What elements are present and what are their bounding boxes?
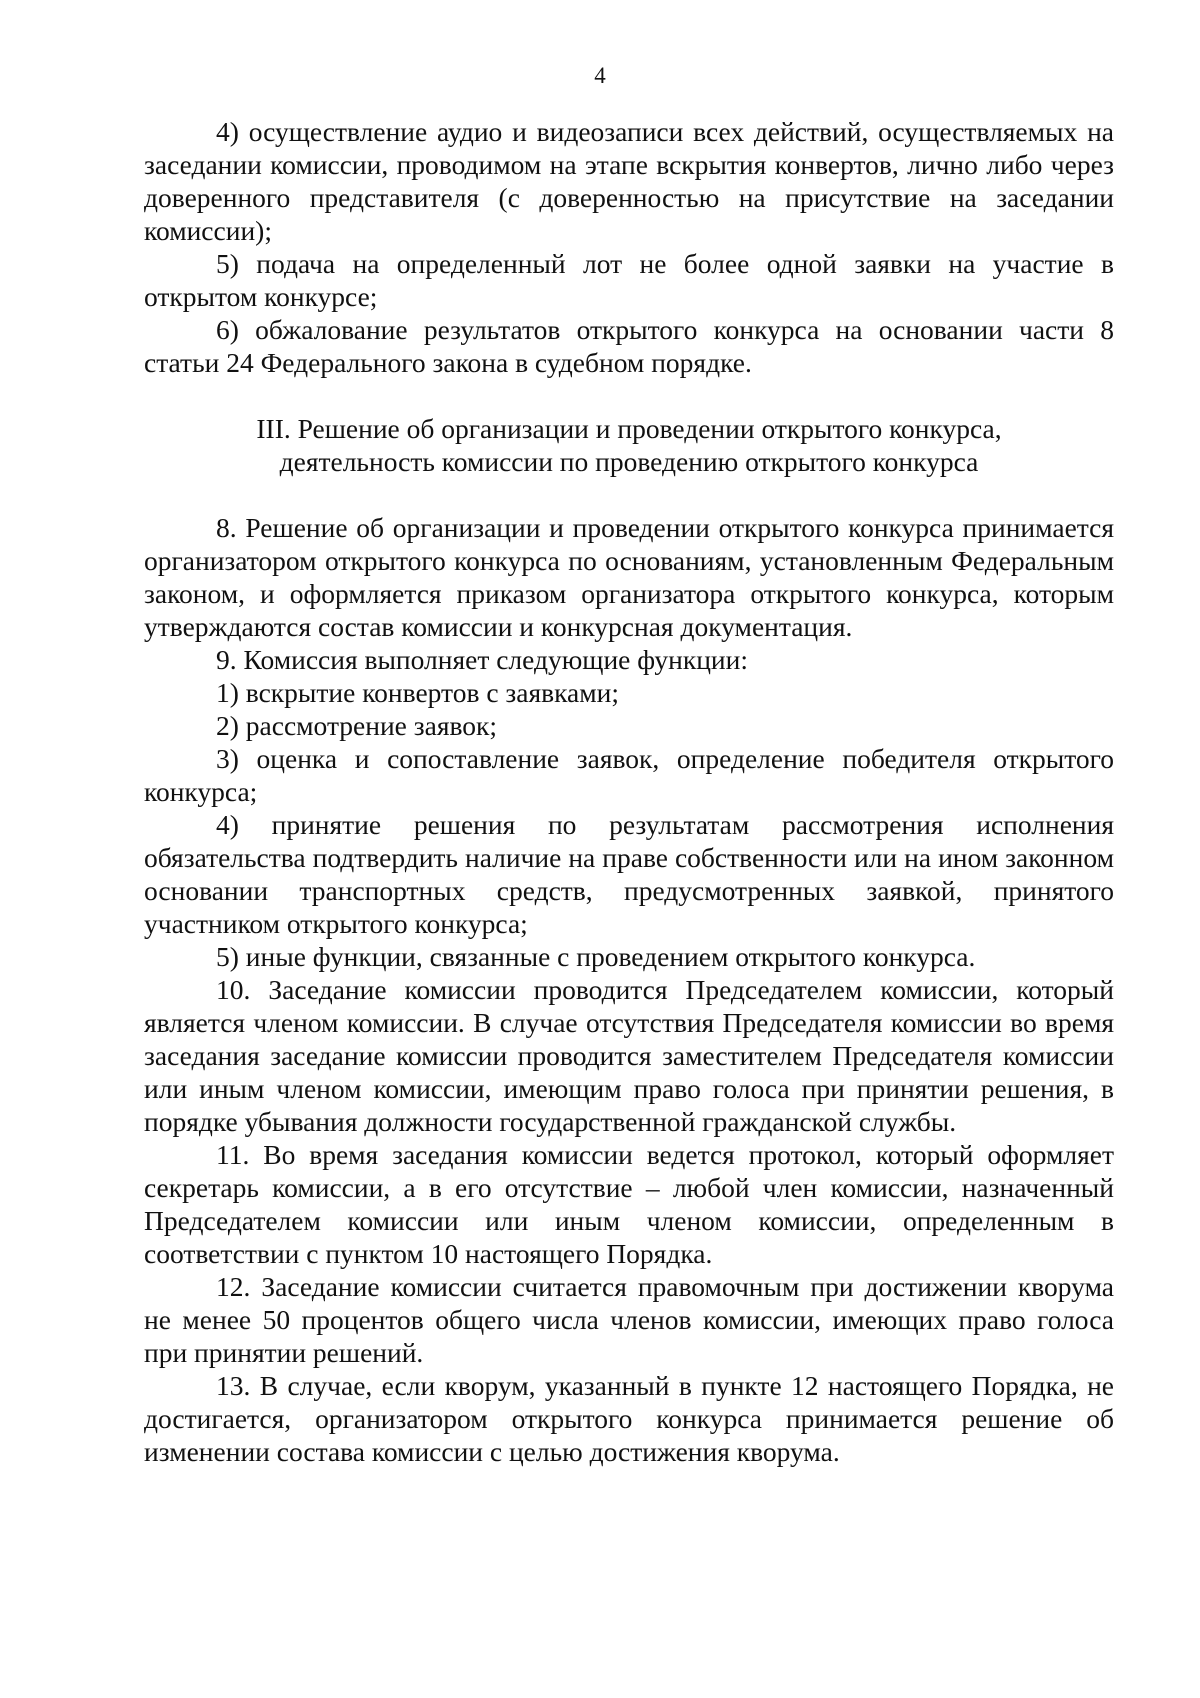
paragraph-item-5: 5) подача на определенный лот не более одной заявки на участие в открытом конкурсе; (144, 248, 1114, 312)
paragraph-function-5: 5) иные функции, связанные с проведением открытого конкурса. (216, 941, 976, 972)
paragraph-clause-13: 13. В случае, если кворум, указанный в пункте 12 настоящего Порядка, не достигается, организатором открытого конкурса принимается решение об изменении состава комиссии с целью достижения кворума. (144, 1370, 1114, 1467)
section-heading-line-2: деятельность комиссии по проведению открытого конкурса (279, 446, 979, 477)
page-number: 4 (594, 63, 606, 88)
section-heading (144, 412, 1114, 478)
paragraph-clause-8: 8. Решение об организации и проведении открытого конкурса принимается организатором открытого конкурса по основаниям, установленным Федеральным законом, и оформляется приказом организатора открытого конкурса, которым утверждаются состав комиссии и конкурсная документация. (144, 512, 1114, 642)
section-heading-line-1: III. Решение об организации и проведении открытого конкурса, (256, 413, 1002, 444)
paragraph-function-3: 3) оценка и сопоставление заявок, определение победителя открытого конкурса; (144, 743, 1114, 807)
paragraph-function-4: 4) принятие решения по результатам рассмотрения исполнения обязательства подтвердить наличие на праве собственности или на ином законном основании транспортных средств, предусмотренных заявкой, принятого участником открытого конкурса; (144, 809, 1114, 939)
paragraph-clause-11: 11. Во время заседания комиссии ведется протокол, который оформляет секретарь комиссии, а в его отсутствие – любой член комиссии, назначенный Председателем комиссии или иным членом комиссии, определенным в соответствии с пунктом 10 настоящего Порядка. (144, 1139, 1114, 1269)
paragraph-clause-9: 9. Комиссия выполняет следующие функции: (216, 644, 749, 675)
paragraph-clause-12: 12. Заседание комиссии считается правомочным при достижении кворума не менее 50 процентов общего числа членов комиссии, имеющих право голоса при принятии решений. (144, 1271, 1114, 1368)
paragraph-function-1: 1) вскрытие конвертов с заявками; (216, 677, 620, 708)
paragraph-item-6: 6) обжалование результатов открытого конкурса на основании части 8 статьи 24 Федерального закона в судебном порядке. (144, 314, 1114, 378)
document-body (144, 115, 1114, 1468)
paragraph-clause-10: 10. Заседание комиссии проводится Председателем комиссии, который является членом комиссии. В случае отсутствия Председателя комиссии во время заседания заседание комиссии проводится заместителем Председателя комиссии или иным членом комиссии, имеющим право голоса при принятии решения, в порядке убывания должности государственной гражданской службы. (144, 974, 1114, 1137)
paragraph-function-2: 2) рассмотрение заявок; (216, 710, 498, 741)
paragraph-item-4: 4) осуществление аудио и видеозаписи всех действий, осуществляемых на заседании комиссии, проводимом на этапе вскрытия конвертов, лично либо через доверенного представителя (с доверенностью на присутствие на заседании комиссии); (144, 116, 1114, 246)
